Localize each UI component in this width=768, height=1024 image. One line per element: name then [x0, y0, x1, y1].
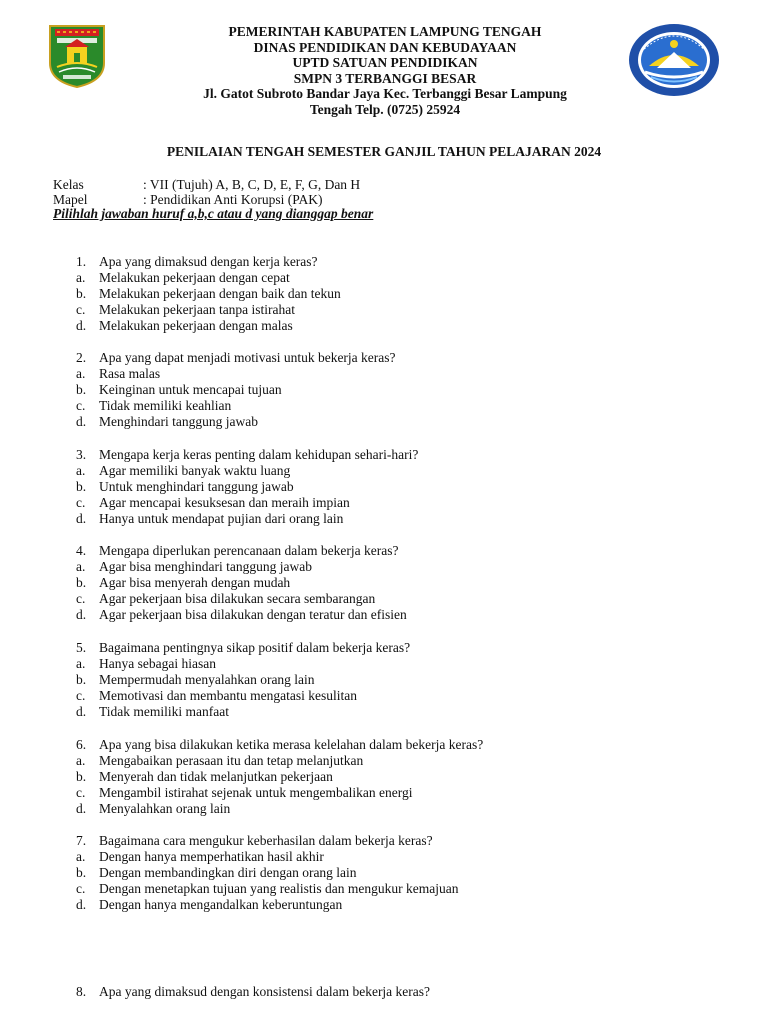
question-6	[76, 737, 483, 817]
option-text: Agar bisa menyerah dengan mudah	[99, 575, 291, 591]
option-text: Dengan menetapkan tujuan yang realistis dan mengukur kemajuan	[99, 881, 459, 897]
question-number: 7.	[76, 833, 87, 848]
question-number: 3.	[76, 447, 87, 462]
question-2	[76, 350, 396, 430]
option-letter: b.	[76, 479, 87, 495]
option-text: Dengan hanya memperhatikan hasil akhir	[99, 849, 324, 865]
exam-title: PENILAIAN TENGAH SEMESTER GANJIL TAHUN PELAJARAN 2024	[166, 144, 602, 159]
option-text: Rasa malas	[99, 366, 161, 382]
option-text: Keinginan untuk mencapai tujuan	[99, 382, 282, 398]
option-text: Agar bisa menghindari tanggung jawab	[99, 559, 312, 575]
question-text: Apa yang dimaksud dengan konsistensi dalam bekerja keras?	[99, 984, 431, 999]
letterhead-line-government: PEMERINTAH KABUPATEN LAMPUNG TENGAH	[228, 24, 542, 39]
option-letter: c.	[76, 495, 86, 511]
option-text: Untuk menghindari tanggung jawab	[99, 479, 294, 495]
option-letter: b.	[76, 865, 87, 881]
option-letter: a.	[76, 270, 86, 286]
option-text: Menyalahkan orang lain	[99, 801, 231, 817]
option-letter: a.	[76, 849, 86, 865]
class-row	[53, 177, 360, 192]
option-letter: c.	[76, 688, 86, 704]
option-letter: a.	[76, 656, 86, 672]
option-letter: c.	[76, 785, 86, 801]
option-letter: b.	[76, 382, 87, 398]
option-letter: d.	[76, 607, 87, 623]
question-1	[76, 254, 341, 334]
option-letter: a.	[76, 366, 86, 382]
option-text: Dengan hanya mengandalkan keberuntungan	[99, 897, 343, 913]
subject-value: : Pendidikan Anti Korupsi (PAK)	[143, 192, 323, 207]
question-4	[76, 543, 407, 623]
option-letter: b.	[76, 672, 87, 688]
option-letter: c.	[76, 398, 86, 414]
option-text: Dengan membandingkan diri dengan orang lain	[99, 865, 357, 881]
subject-label: Mapel	[53, 192, 88, 207]
option-letter: b.	[76, 769, 87, 785]
option-text: Melakukan pekerjaan tanpa istirahat	[99, 302, 296, 318]
question-text: Apa yang bisa dilakukan ketika merasa kelelahan dalam bekerja keras?	[99, 737, 484, 752]
option-text: Agar memiliki banyak waktu luang	[99, 463, 291, 479]
letterhead-line-unit: UPTD SATUAN PENDIDIKAN	[292, 55, 478, 70]
option-letter: a.	[76, 753, 86, 769]
question-3	[76, 447, 418, 527]
class-value: : VII (Tujuh) A, B, C, D, E, F, G, Dan H	[143, 177, 361, 192]
option-text: Tidak memiliki manfaat	[99, 704, 229, 720]
option-letter: a.	[76, 463, 86, 479]
option-text: Agar pekerjaan bisa dilakukan secara sembarangan	[99, 591, 376, 607]
option-letter: c.	[76, 302, 86, 318]
option-letter: d.	[76, 318, 87, 334]
option-letter: d.	[76, 511, 87, 527]
question-number: 4.	[76, 543, 87, 558]
letterhead-line-school: SMPN 3 TERBANGGI BESAR	[293, 70, 477, 86]
option-text: Hanya sebagai hiasan	[99, 656, 216, 672]
question-8	[76, 984, 430, 1000]
option-text: Menghindari tanggung jawab	[99, 414, 258, 430]
class-label: Kelas	[53, 177, 84, 192]
subject-row	[53, 192, 360, 207]
option-text: Tidak memiliki keahlian	[99, 398, 232, 414]
letterhead	[175, 24, 595, 117]
option-text: Memotivasi dan membantu mengatasi kesulitan	[99, 688, 357, 704]
exam-meta	[53, 177, 360, 207]
option-text: Mempermudah menyalahkan orang lain	[99, 672, 315, 688]
option-letter: d.	[76, 704, 87, 720]
question-5	[76, 640, 410, 720]
question-text: Apa yang dapat menjadi motivasi untuk bekerja keras?	[99, 350, 396, 365]
question-number: 1.	[76, 254, 87, 269]
option-letter: b.	[76, 286, 87, 302]
letterhead-line-address: Jl. Gatot Subroto Bandar Jaya Kec. Terbanggi Besar Lampung	[203, 86, 567, 101]
question-text: Mengapa diperlukan perencanaan dalam bekerja keras?	[99, 543, 399, 558]
question-text: Apa yang dimaksud dengan kerja keras?	[99, 254, 318, 269]
option-text: Agar pekerjaan bisa dilakukan dengan teratur dan efisien	[99, 607, 407, 623]
option-text: Menyerah dan tidak melanjutkan pekerjaan	[99, 769, 333, 785]
option-letter: c.	[76, 591, 86, 607]
option-text: Melakukan pekerjaan dengan malas	[99, 318, 293, 334]
question-text: Bagaimana pentingnya sikap positif dalam bekerja keras?	[99, 640, 411, 655]
school-emblem-icon	[627, 22, 721, 98]
option-text: Mengambil istirahat sejenak untuk mengembalikan energi	[99, 785, 413, 801]
regency-emblem-icon	[47, 23, 107, 89]
question-7	[76, 833, 459, 913]
question-number: 5.	[76, 640, 87, 655]
letterhead-line-phone: Tengah Telp. (0725) 25924	[309, 101, 461, 117]
letterhead-line-agency: DINAS PENDIDIKAN DAN KEBUDAYAAN	[253, 39, 517, 55]
option-text: Melakukan pekerjaan dengan baik dan tekun	[99, 286, 341, 302]
question-number: 8.	[76, 984, 87, 999]
option-letter: a.	[76, 559, 86, 575]
question-text: Mengapa kerja keras penting dalam kehidupan sehari-hari?	[99, 447, 419, 462]
instruction: Pilihlah jawaban huruf a,b,c atau d yang dianggap benar	[53, 206, 374, 221]
option-text: Hanya untuk mendapat pujian dari orang lain	[99, 511, 344, 527]
option-text: Mengabaikan perasaan itu dan tetap melanjutkan	[99, 753, 364, 769]
option-letter: b.	[76, 575, 87, 591]
option-letter: c.	[76, 881, 86, 897]
option-text: Agar mencapai kesuksesan dan meraih impian	[99, 495, 350, 511]
question-text: Bagaimana cara mengukur keberhasilan dalam bekerja keras?	[99, 833, 433, 848]
option-letter: d.	[76, 801, 87, 817]
option-letter: d.	[76, 414, 87, 430]
option-letter: d.	[76, 897, 87, 913]
option-text: Melakukan pekerjaan dengan cepat	[99, 270, 290, 286]
question-number: 6.	[76, 737, 87, 752]
question-number: 2.	[76, 350, 87, 365]
